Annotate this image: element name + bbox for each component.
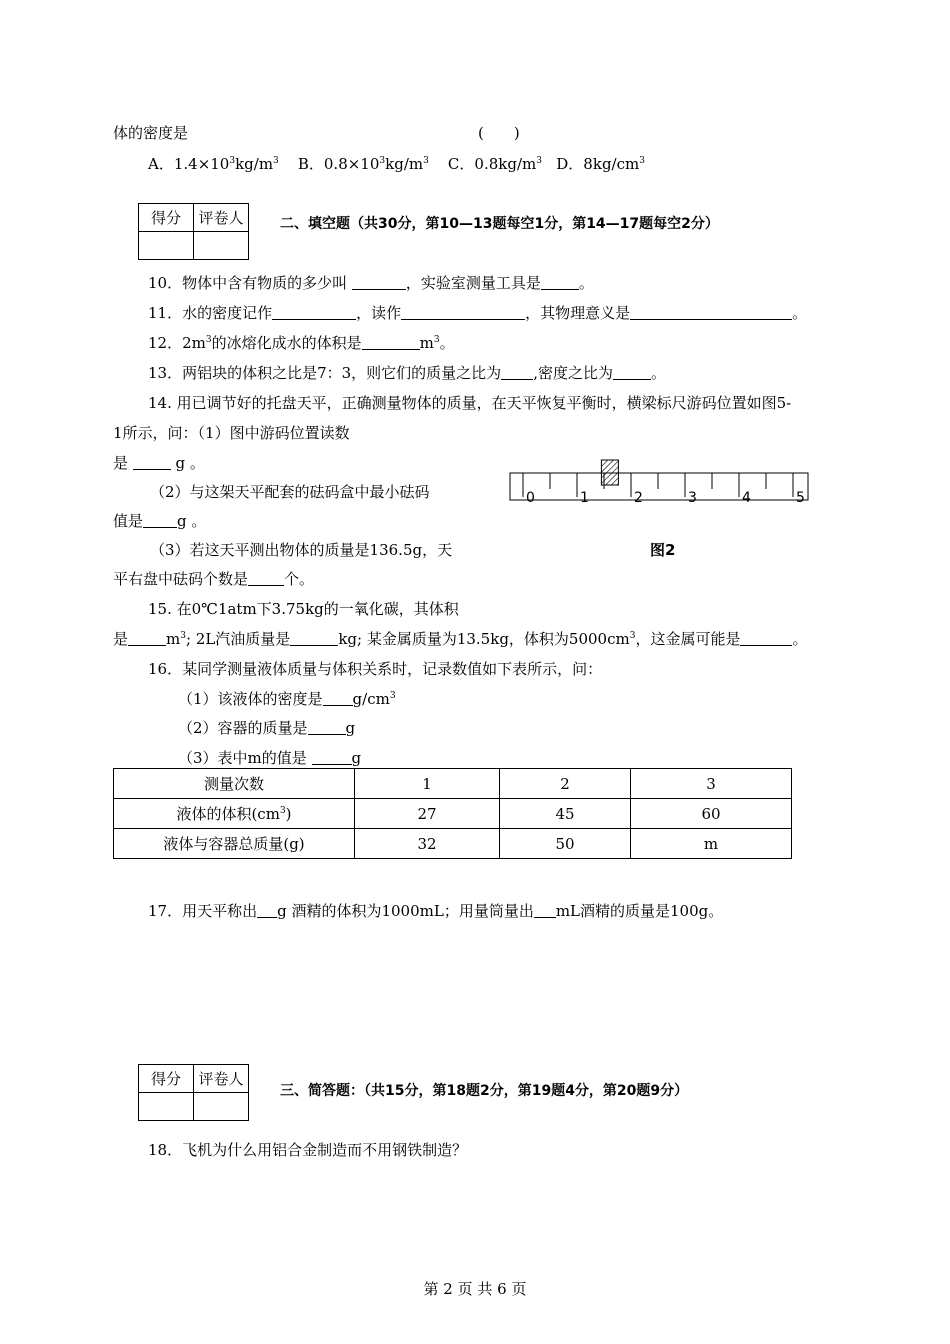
q16-blank-2[interactable] <box>308 720 346 735</box>
scale-tick-label: 2 <box>634 490 643 506</box>
q15-blank-2[interactable] <box>290 631 338 646</box>
table-header-cell: 1 <box>355 769 500 799</box>
section2-heading: 二、填空题（共30分，第10—13题每空1分，第14—17题每空2分） <box>280 216 719 232</box>
score-box-section2 <box>138 203 249 260</box>
table-cell: 60 <box>631 799 792 829</box>
q16-part3: （3）表中m的值是 g <box>178 749 362 767</box>
scale-tick-label: 3 <box>688 490 697 506</box>
grader-cell[interactable] <box>194 1093 249 1121</box>
q14-line2: 1所示，问：（1）图中游码位置读数 <box>113 424 350 442</box>
q10-blank-1[interactable] <box>352 275 406 290</box>
q9-option-c: C．$0.8kg/m^3$ <box>447 155 542 173</box>
scale-tick-label: 0 <box>526 490 535 506</box>
scale-tick-label: 5 <box>796 490 805 506</box>
measurement-table <box>113 768 792 859</box>
q14-line5: 值是 g 。 <box>113 512 207 530</box>
q16-stem: 16．某同学测量液体质量与体积关系时，记录数值如下表所示，问： <box>148 660 603 678</box>
grader-label: 评卷人 <box>194 204 249 232</box>
grader-cell[interactable] <box>194 232 249 260</box>
rider-slider[interactable] <box>601 460 618 485</box>
q14-line7: 平右盘中砝码个数是 个。 <box>113 570 315 588</box>
q9-option-a: A．$1.4\times 10^3kg/m^3$ <box>148 155 279 173</box>
q14-line3: 是 g 。 <box>113 454 205 472</box>
table-cell: 50 <box>500 829 631 859</box>
q9-stem-tail: 体的密度是 <box>113 124 189 142</box>
q11-blank-2[interactable] <box>401 305 525 320</box>
table-row-label: 液体与容器总质量(g) <box>114 829 355 859</box>
figure-caption: 图2 <box>650 541 676 559</box>
table-cell: m <box>631 829 792 859</box>
q14-line6: （3）若这天平测出物体的质量是136.5g，天 <box>150 541 453 559</box>
q14-blank-1[interactable] <box>133 455 171 470</box>
q16-part1: （1）该液体的密度是 $g/cm^3$ <box>178 690 396 708</box>
q9-option-b: B．$0.8\times 10^3kg/m^3$ <box>297 155 429 173</box>
q18: 18．飞机为什么用铝合金制造而不用钢铁制造？ <box>148 1141 468 1159</box>
page-footer: 第 2 页 共 6 页 <box>423 1280 527 1298</box>
q16-part2: （2）容器的质量是 g <box>178 719 356 737</box>
q14-line4: （2）与这架天平配套的砝码盒中最小砝码 <box>150 483 430 501</box>
q12: 12．$2m^3$的冰熔化成水的体积是 $m^3$。 <box>148 334 455 352</box>
score-cell[interactable] <box>139 232 194 260</box>
q14-line1: 14. 用已调节好的托盘天平，正确测量物体的质量，在天平恢复平衡时，横梁标尺游码位置如图5- <box>148 394 792 412</box>
table-cell: 27 <box>355 799 500 829</box>
q16-blank-3[interactable] <box>312 750 352 765</box>
table-header-row <box>114 769 792 799</box>
table-row-label: 液体的体积$(cm^3)$ <box>114 799 355 829</box>
q17-blank-1[interactable] <box>257 903 277 918</box>
table-row-volume <box>114 799 792 829</box>
score-label: 得分 <box>139 1065 194 1093</box>
q16-blank-1[interactable] <box>323 691 353 706</box>
q9-options <box>148 154 645 174</box>
q11-blank-1[interactable] <box>272 305 356 320</box>
table-cell: 32 <box>355 829 500 859</box>
q13-blank-2[interactable] <box>613 365 651 380</box>
scale-tick-labels <box>526 490 805 506</box>
q9-option-d: D．$8kg/cm^3$ <box>556 155 645 173</box>
section3-heading: 三、简答题：（共15分，第18题2分，第19题4分，第20题9分） <box>280 1083 689 1099</box>
q10-blank-2[interactable] <box>541 275 579 290</box>
q13: 13．两铝块的体积之比是7：3，则它们的质量之比为 ,密度之比为 。 <box>148 364 666 382</box>
scale-frame <box>510 473 808 500</box>
scale-tick-label: 4 <box>742 490 751 506</box>
q15-line2: 是 $m^3$; 2L汽油质量是 kg; 某金属质量为13.5kg，体积为$5000cm^3$，这金属可能是 。 <box>113 630 808 648</box>
q17-blank-2[interactable] <box>534 903 556 918</box>
q10: 10．物体中含有物质的多少叫 ，实验室测量工具是 。 <box>148 274 594 292</box>
q15-blank-1[interactable] <box>128 631 166 646</box>
score-box-section3 <box>138 1064 249 1121</box>
q15-blank-3[interactable] <box>740 631 792 646</box>
grader-label: 评卷人 <box>194 1065 249 1093</box>
table-header-cell: 测量次数 <box>114 769 355 799</box>
scale-tick-label: 1 <box>580 490 589 506</box>
score-cell[interactable] <box>139 1093 194 1121</box>
table-row-mass <box>114 829 792 859</box>
q17: 17．用天平称出 g 酒精的体积为1000mL；用量筒量出 mL酒精的质量是100g。 <box>148 902 724 920</box>
table-header-cell: 3 <box>631 769 792 799</box>
score-label: 得分 <box>139 204 194 232</box>
q14-blank-2[interactable] <box>143 513 177 528</box>
scale-ticks <box>523 473 793 497</box>
table-header-cell: 2 <box>500 769 631 799</box>
q15-line1: 15. 在0℃1atm下3.75kg的一氧化碳，其体积 <box>148 600 459 618</box>
table-cell: 45 <box>500 799 631 829</box>
q12-blank[interactable] <box>362 335 420 350</box>
q14-blank-3[interactable] <box>248 571 284 586</box>
q11-blank-3[interactable] <box>630 305 792 320</box>
q11: 11．水的密度记作 ，读作 ，其物理意义是 。 <box>148 304 808 322</box>
beam-scale-figure <box>505 455 815 510</box>
q13-blank-1[interactable] <box>501 365 533 380</box>
q9-answer-bracket: ( ) <box>478 124 520 142</box>
